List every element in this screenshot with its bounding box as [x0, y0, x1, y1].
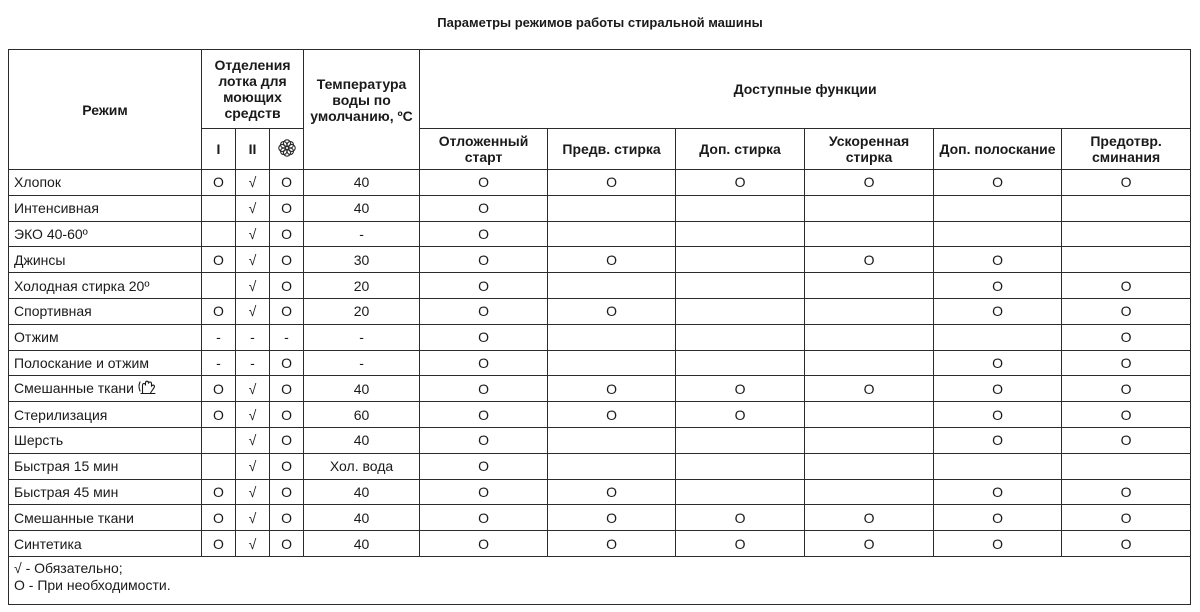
header-tray-2: II	[236, 129, 270, 170]
function-cell	[548, 195, 676, 221]
temperature-cell: 40	[304, 195, 420, 221]
function-cell: O	[420, 376, 548, 402]
table-row	[9, 402, 1191, 428]
function-cell: O	[420, 427, 548, 453]
tray-cell: √	[236, 273, 270, 299]
mode-label: Синтетика	[14, 535, 82, 552]
tray-cell: -	[202, 324, 236, 350]
function-cell	[548, 273, 676, 299]
tray-cell: √	[236, 427, 270, 453]
function-cell: O	[676, 376, 805, 402]
function-cell: O	[548, 402, 676, 428]
function-cell	[934, 453, 1062, 479]
tray-cell	[202, 195, 236, 221]
header-function-extra-rinse: Доп. полоскание	[934, 129, 1062, 170]
function-cell: O	[420, 531, 548, 557]
tray-cell	[202, 273, 236, 299]
mode-label: Смешанные ткани	[14, 379, 134, 396]
function-cell	[676, 324, 805, 350]
function-cell	[805, 350, 934, 376]
function-cell: O	[548, 247, 676, 273]
temperature-cell: 20	[304, 298, 420, 324]
tray-cell: √	[236, 298, 270, 324]
tray-cell	[202, 221, 236, 247]
tray-cell: √	[236, 376, 270, 402]
temperature-cell: -	[304, 324, 420, 350]
function-cell: O	[934, 402, 1062, 428]
function-cell	[676, 350, 805, 376]
tray-cell: O	[270, 195, 304, 221]
function-cell: O	[934, 427, 1062, 453]
function-cell	[805, 402, 934, 428]
tray-cell: O	[202, 505, 236, 531]
mode-label: Быстрая 15 мин	[14, 458, 119, 475]
function-cell	[548, 453, 676, 479]
table-row	[9, 221, 1191, 247]
function-cell: O	[420, 350, 548, 376]
header-tray: Отделения лотка для моющих средств	[202, 50, 304, 129]
tray-cell: O	[270, 505, 304, 531]
temperature-cell: 40	[304, 376, 420, 402]
header-function-anti-crease: Предотвр. сминания	[1062, 129, 1191, 170]
tray-cell: √	[236, 247, 270, 273]
table-row	[9, 479, 1191, 505]
function-cell	[1062, 247, 1191, 273]
legend	[9, 556, 1191, 604]
legend-optional: O - При необходимости.	[14, 576, 171, 593]
function-cell	[805, 324, 934, 350]
mode-name	[9, 479, 202, 505]
temperature-cell: -	[304, 350, 420, 376]
function-cell	[676, 273, 805, 299]
temperature-cell: 20	[304, 273, 420, 299]
function-cell	[676, 427, 805, 453]
function-cell	[805, 453, 934, 479]
function-cell: O	[548, 170, 676, 196]
tray-cell: O	[270, 273, 304, 299]
mode-name	[9, 531, 202, 557]
tray-cell: -	[236, 350, 270, 376]
tray-cell: -	[202, 350, 236, 376]
function-cell	[805, 298, 934, 324]
tray-cell: O	[270, 376, 304, 402]
tray-cell: -	[270, 324, 304, 350]
table-row	[9, 195, 1191, 221]
function-cell	[548, 324, 676, 350]
function-cell	[934, 195, 1062, 221]
tray-cell	[202, 427, 236, 453]
function-cell: O	[676, 531, 805, 557]
tray-cell: √	[236, 453, 270, 479]
tray-cell: O	[202, 247, 236, 273]
mode-name	[9, 505, 202, 531]
function-cell	[548, 221, 676, 247]
function-cell: O	[420, 453, 548, 479]
tray-cell: O	[202, 402, 236, 428]
function-cell: O	[1062, 479, 1191, 505]
function-cell: O	[420, 247, 548, 273]
function-cell	[1062, 453, 1191, 479]
table-row	[9, 298, 1191, 324]
function-cell: O	[548, 479, 676, 505]
page-title: Параметры режимов работы стиральной машины	[437, 15, 763, 30]
function-cell	[805, 195, 934, 221]
mode-label: Смешанные ткани	[14, 509, 134, 526]
function-cell: O	[1062, 402, 1191, 428]
function-cell	[676, 195, 805, 221]
mode-label: Шерсть	[14, 432, 64, 449]
tray-cell	[202, 453, 236, 479]
tray-cell: O	[202, 298, 236, 324]
modes-table	[8, 49, 1191, 605]
function-cell	[934, 324, 1062, 350]
header-functions: Доступные функции	[420, 50, 1191, 129]
function-cell: O	[805, 505, 934, 531]
function-cell: O	[934, 273, 1062, 299]
function-cell: O	[420, 221, 548, 247]
mode-label: ЭКО 40-60º	[14, 225, 88, 242]
tray-cell: O	[270, 479, 304, 505]
mode-label: Отжим	[14, 329, 59, 346]
temperature-cell: 60	[304, 402, 420, 428]
function-cell: O	[1062, 376, 1191, 402]
mode-label: Холодная стирка 20º	[14, 277, 150, 294]
table-body	[9, 170, 1191, 557]
tray-cell: O	[270, 298, 304, 324]
function-cell: O	[420, 505, 548, 531]
tray-cell: O	[202, 376, 236, 402]
function-cell: O	[1062, 298, 1191, 324]
mode-name	[9, 298, 202, 324]
mode-label: Джинсы	[14, 251, 66, 268]
tray-cell: O	[270, 453, 304, 479]
mode-name	[9, 350, 202, 376]
tray-cell: O	[270, 221, 304, 247]
function-cell: O	[934, 376, 1062, 402]
mode-name	[9, 195, 202, 221]
function-cell: O	[934, 479, 1062, 505]
function-cell	[548, 427, 676, 453]
function-cell	[676, 453, 805, 479]
header-function-delay-start: Отложенный старт	[420, 129, 548, 170]
mode-name	[9, 221, 202, 247]
function-cell: O	[1062, 170, 1191, 196]
function-cell	[676, 221, 805, 247]
mode-label: Спортивная	[14, 303, 92, 320]
function-cell	[676, 298, 805, 324]
function-cell: O	[420, 170, 548, 196]
table-row	[9, 247, 1191, 273]
table-row	[9, 376, 1191, 402]
table-row	[9, 324, 1191, 350]
function-cell: O	[420, 324, 548, 350]
mode-label: Быстрая 45 мин	[14, 483, 119, 500]
tray-cell: O	[270, 247, 304, 273]
header-tray-flower	[270, 129, 304, 170]
mode-label: Хлопок	[14, 174, 61, 191]
temperature-cell: Хол. вода	[304, 453, 420, 479]
function-cell: O	[548, 531, 676, 557]
tray-cell: √	[236, 195, 270, 221]
flower-icon	[277, 138, 297, 158]
function-cell: O	[548, 505, 676, 531]
hand-wash-icon	[137, 380, 159, 398]
tray-cell: √	[236, 170, 270, 196]
temperature-cell: 40	[304, 427, 420, 453]
table-row	[9, 531, 1191, 557]
function-cell	[805, 427, 934, 453]
table-row	[9, 350, 1191, 376]
tray-cell: O	[202, 479, 236, 505]
mode-name	[9, 273, 202, 299]
header-mode: Режим	[9, 50, 202, 170]
function-cell	[1062, 195, 1191, 221]
tray-cell: √	[236, 402, 270, 428]
function-cell: O	[420, 195, 548, 221]
mode-label: Интенсивная	[14, 200, 99, 217]
function-cell	[1062, 221, 1191, 247]
function-cell: O	[548, 376, 676, 402]
mode-name	[9, 427, 202, 453]
function-cell: O	[1062, 531, 1191, 557]
tray-cell: O	[270, 350, 304, 376]
mode-name	[9, 170, 202, 196]
table-row	[9, 427, 1191, 453]
function-cell	[805, 221, 934, 247]
function-cell: O	[934, 350, 1062, 376]
function-cell	[548, 350, 676, 376]
tray-cell: O	[270, 531, 304, 557]
tray-cell: O	[202, 170, 236, 196]
function-cell: O	[420, 402, 548, 428]
tray-cell: O	[270, 170, 304, 196]
function-cell: O	[1062, 505, 1191, 531]
tray-cell: O	[202, 531, 236, 557]
table-row	[9, 453, 1191, 479]
tray-cell: O	[270, 427, 304, 453]
mode-name	[9, 453, 202, 479]
header-function-prewash: Предв. стирка	[548, 129, 676, 170]
function-cell: O	[676, 170, 805, 196]
function-cell: O	[805, 247, 934, 273]
mode-label: Полоскание и отжим	[14, 354, 149, 371]
function-cell: O	[420, 273, 548, 299]
temperature-cell: -	[304, 221, 420, 247]
function-cell: O	[805, 531, 934, 557]
function-cell	[934, 221, 1062, 247]
function-cell: O	[805, 170, 934, 196]
function-cell: O	[934, 505, 1062, 531]
function-cell: O	[676, 505, 805, 531]
function-cell: O	[1062, 324, 1191, 350]
tray-cell: √	[236, 479, 270, 505]
function-cell: O	[548, 298, 676, 324]
function-cell	[805, 273, 934, 299]
function-cell: O	[805, 376, 934, 402]
header-function-quick-wash: Ускоренная стирка	[805, 129, 934, 170]
function-cell: O	[934, 531, 1062, 557]
temperature-cell: 40	[304, 505, 420, 531]
function-cell	[676, 479, 805, 505]
tray-cell: √	[236, 531, 270, 557]
function-cell: O	[934, 170, 1062, 196]
mode-label: Стерилизация	[14, 406, 108, 423]
function-cell	[676, 247, 805, 273]
function-cell: O	[934, 247, 1062, 273]
mode-name	[9, 402, 202, 428]
temperature-cell: 40	[304, 479, 420, 505]
mode-name	[9, 376, 202, 402]
header-temperature: Температура воды по умолчанию, ºС	[304, 50, 420, 170]
tray-cell: -	[236, 324, 270, 350]
temperature-cell: 40	[304, 531, 420, 557]
tray-cell: O	[270, 402, 304, 428]
temperature-cell: 30	[304, 247, 420, 273]
function-cell: O	[1062, 273, 1191, 299]
temperature-cell: 40	[304, 170, 420, 196]
function-cell: O	[1062, 350, 1191, 376]
function-cell: O	[420, 298, 548, 324]
function-cell: O	[934, 298, 1062, 324]
legend-required: √ - Обязательно;	[14, 559, 123, 576]
function-cell: O	[420, 479, 548, 505]
table-row	[9, 273, 1191, 299]
table-row	[9, 505, 1191, 531]
tray-cell: √	[236, 505, 270, 531]
function-cell: O	[676, 402, 805, 428]
header-tray-1: I	[202, 129, 236, 170]
header-function-extra-wash: Доп. стирка	[676, 129, 805, 170]
table-row	[9, 170, 1191, 196]
tray-cell: √	[236, 221, 270, 247]
function-cell: O	[1062, 427, 1191, 453]
mode-name	[9, 247, 202, 273]
mode-name	[9, 324, 202, 350]
function-cell	[805, 479, 934, 505]
